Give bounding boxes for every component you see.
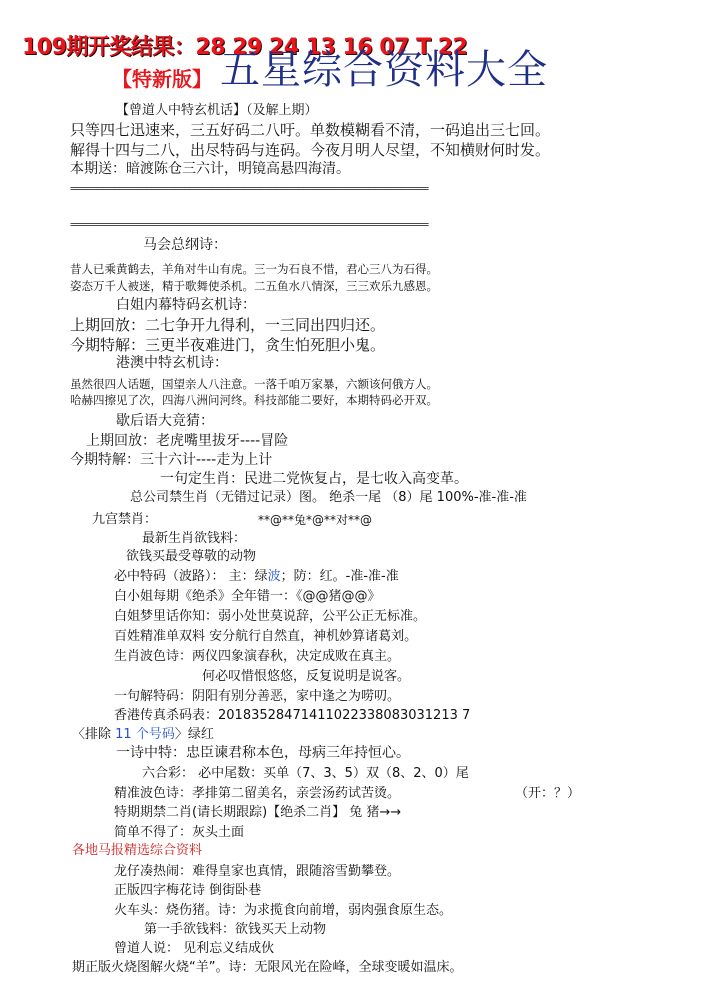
text-line: 白姐梦里话你知：弱小处世莫说辞，公平公正无标准。: [114, 609, 427, 624]
text-line: 上期回放：二七争开九得利，一三同出四归还。: [70, 316, 386, 334]
section-heading: 最新生肖欲钱料：: [142, 531, 247, 546]
text-line: 白小姐每期《绝杀》全年错一：《@@猪@@》: [114, 589, 381, 604]
wave-highlight: 波: [267, 569, 281, 584]
text-line: 一句解特码：阴阳有别分善恶，家中逢之为唠叨。: [114, 689, 401, 704]
text-line: 六合彩： 必中尾数：买单（7、3、5）双（8、2、0）尾: [142, 766, 469, 781]
text-line: 特期期禁二肖(请长期跟踪)【绝杀二肖】 兔 猪→→: [114, 805, 402, 820]
text-line: 百姓精准单双料 安分航行自然直，神机妙算诸葛刘。: [114, 629, 418, 644]
section-heading: 各地马报精选综合资料: [72, 843, 203, 858]
draw-result-header: 109期开奖结果：28 29 24 13 16 07 T 22: [22, 35, 468, 60]
text-line: 欲钱买最受尊敬的动物: [126, 549, 257, 564]
text-line: 简单不得了：灰头土面: [114, 825, 245, 840]
section-heading: 马会总纲诗：: [143, 237, 227, 253]
special-edition-badge: 【特新版】: [112, 67, 212, 91]
text-line: 虽然很四人话题，国望亲人八注意。一落千咱万家暴，六额该何俄方人。: [70, 377, 438, 391]
text-segment: 〈排除: [72, 727, 116, 742]
text-line: 九宫禁肖：: [92, 512, 158, 527]
text-line: 香港传真杀码表：20183528471411022338083031213 7: [114, 708, 471, 723]
section-heading: 港澳中特玄机诗：: [116, 355, 228, 371]
text-line: 第一手欲钱料：欲钱买天上动物: [144, 922, 327, 937]
text-segment: ；防：红。-准-准-准: [280, 569, 399, 584]
text-line: 姿态万千人被迷，精于歌舞使杀机。二五鱼水八情深，三三欢乐九感恩。: [70, 279, 438, 293]
text-line: 上期回放：老虎嘴里拔牙----冒险: [86, 433, 289, 449]
text-line: 火车头：烧伤猪。诗：为求揽食向前增，弱肉强食原生态。: [114, 903, 453, 918]
text-line: （开：？）: [515, 786, 581, 801]
text-line: 解得十四与二八，出尽特码与连码。今夜月明人尽望，不知横财何时发。: [70, 141, 551, 159]
text-line: 正版四字梅花诗 倒街卧巷: [114, 883, 262, 898]
text-line: 生肖波色诗：两仪四象演春秋，决定成败在真主。: [114, 649, 401, 664]
text-line: 曾道人说： 见利忘义结成伙: [114, 941, 275, 956]
text-line: [72, 728, 214, 742]
text-line: 一诗中特：忠臣谏君称本色，母病三年持恒心。: [116, 745, 410, 761]
page-title: 五星综合资料大全: [220, 47, 548, 93]
text-line: 期正版火烧图解火烧“羊”。诗：无限风光在险峰，全球变暖如温床。: [72, 960, 463, 975]
text-line: 昔人已乘黄鹤去，羊角对牛山有虎。三一为石良不惜，君心三八为石得。: [70, 262, 438, 276]
text-line: **@**兔*@**对**@: [258, 513, 373, 527]
count-highlight: 11 个号码: [115, 727, 175, 742]
text-line: 龙仔凑热闹：难得皇家也真情，跟随溶雪勤攀登。: [114, 864, 401, 879]
text-line: [114, 570, 399, 584]
section-heading: 白姐内幕特码玄机诗：: [116, 297, 256, 313]
text-line: 今期特解：三更半夜难进门，贪生怕死胆小鬼。: [70, 336, 386, 354]
text-line: 一句定生肖：民进二党恢复占，是七收入高变革。: [160, 471, 468, 487]
text-line: 本期送：暗渡陈仓三六计，明镜高悬四海清。: [70, 161, 350, 177]
text-line: 总公司禁生肖（无错过记录）图。 绝杀一尾 （8）尾 100%-准-准-准: [130, 490, 527, 505]
text-line: 何必叹惜恨悠悠，反复说明是说客。: [202, 669, 411, 684]
section-heading: 歇后语大竞猜：: [116, 413, 214, 429]
text-segment: 必中特码（波路）： 主：绿: [114, 569, 268, 584]
separator: ==================================================================: [70, 182, 428, 195]
section-heading: 【曾道人中特玄机话】（及解上期）: [116, 103, 318, 118]
text-line: 只等四七迅速来，三五好码二八吁。单数模糊看不清，一码追出三七回。: [70, 121, 551, 139]
text-segment: 〉绿红: [174, 727, 214, 742]
separator: ==================================================================: [70, 218, 428, 231]
text-line: 今期特解：三十六计----走为上计: [70, 452, 273, 468]
text-line: 哈赫四擦见了次，四海八洲问河终。科技部能二要好，本期特码必开双。: [70, 393, 438, 407]
text-line: 精准波色诗：孝排第二留美名，亲尝汤药试苦烫。: [114, 786, 401, 801]
